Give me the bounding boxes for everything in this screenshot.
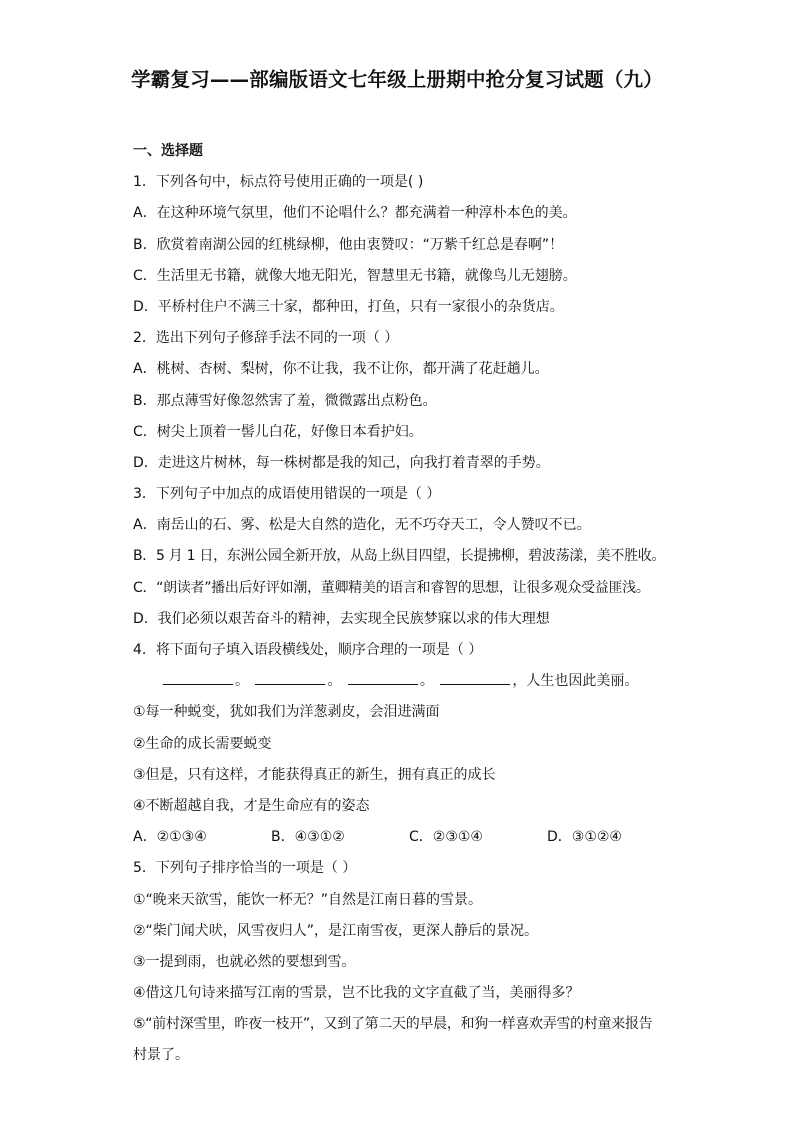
q5-sentence-5: ⑤“前村深雪里，昨夜一枝开”，又到了第二天的早晨，和狗一样喜欢弄雪的村童来报告 bbox=[133, 1016, 653, 1033]
q5-sentence-5-cont: 村景了。 bbox=[133, 1047, 189, 1064]
document-title: 学霸复习——部编版语文七年级上册期中抢分复习试题（九） bbox=[131, 68, 663, 91]
q4-option-c: C．②③①④ bbox=[409, 829, 483, 846]
q1-option-b: B．欣赏着南湖公园的红桃绿柳，他由衷赞叹：“万紫千红总是春啊”！ bbox=[133, 236, 564, 253]
q5-sentence-4: ④借这几句诗来描写江南的雪景，岂不比我的文字直截了当，美丽得多？ bbox=[133, 985, 580, 1002]
q4-fill-blanks bbox=[133, 666, 693, 697]
q3-option-d: D．我们必须以艰苦奋斗的精神，去实现全民族梦寐以求的伟大理想 bbox=[133, 610, 550, 627]
fill-blank bbox=[255, 666, 325, 685]
fill-blank bbox=[348, 666, 418, 685]
blank-separator: 。 bbox=[327, 673, 342, 690]
q2-option-d: D．走进这片树林，每一株树都是我的知己，向我打着青翠的手势。 bbox=[133, 454, 550, 471]
q1-option-d: D．平桥村住户不满三十家，都种田，打鱼，只有一家很小的杂货店。 bbox=[133, 298, 564, 315]
q5-stem: 5．下列句子排序恰当的一项是（ ） bbox=[133, 860, 357, 877]
fill-blank bbox=[440, 666, 510, 685]
blank-tail: ，人生也因此美丽。 bbox=[512, 673, 639, 690]
q4-option-a: A．②①③④ bbox=[133, 829, 207, 846]
q2-stem: 2．选出下列句子修辞手法不同的一项（ ） bbox=[133, 330, 399, 347]
blank-separator: 。 bbox=[235, 673, 249, 690]
q1-option-c: C．生活里无书籍，就像大地无阳光，智慧里无书籍，就像鸟儿无翅膀。 bbox=[133, 267, 577, 284]
q4-option-b: B．④③①② bbox=[271, 829, 345, 846]
fill-blank bbox=[163, 666, 233, 685]
q2-option-a: A．桃树、杏树、梨树，你不让我，我不让你，都开满了花赶趟儿。 bbox=[133, 361, 549, 378]
q4-sentence-2: ②生命的成长需要蜕变 bbox=[133, 735, 272, 752]
document-body bbox=[133, 136, 693, 1072]
q4-option-d: D．③①②④ bbox=[547, 829, 622, 846]
blank-separator: 。 bbox=[419, 673, 434, 690]
section-heading: 一、选择题 bbox=[133, 143, 203, 159]
q1-option-a: A．在这种环境气氛里，他们不论唱什么？都充满着一种淳朴本色的美。 bbox=[133, 205, 577, 222]
q3-option-b: B．5 月 1 日，东洲公园全新开放，从岛上纵目四望，长提拂柳，碧波荡漾，美不胜收。 bbox=[133, 548, 666, 565]
q5-sentence-1: ①“晚来天欲雪，能饮一杯无？”自然是江南日暮的雪景。 bbox=[133, 891, 483, 908]
q4-options bbox=[133, 822, 693, 853]
q3-option-c: C．“朗读者”播出后好评如潮，董卿精美的语言和睿智的思想，让很多观众受益匪浅。 bbox=[133, 579, 650, 596]
q5-sentence-3: ③一提到雨，也就必然的要想到雪。 bbox=[133, 953, 356, 970]
q4-stem: 4．将下面句子填入语段横线处，顺序合理的一项是（ ） bbox=[133, 642, 483, 658]
q2-option-b: B．那点薄雪好像忽然害了羞，微微露出点粉色。 bbox=[133, 392, 437, 409]
q4-sentence-3: ③但是，只有这样，才能获得真正的新生，拥有真正的成长 bbox=[133, 766, 496, 783]
q5-sentence-2: ②“柴门闻犬吠，风雪夜归人”，是江南雪夜，更深人静后的景况。 bbox=[133, 922, 539, 939]
q3-option-a: A．南岳山的石、雾、松是大自然的造化，无不巧夺天工，令人赞叹不已。 bbox=[133, 517, 591, 534]
q1-stem: 1．下列各句中，标点符号使用正确的一项是( ) bbox=[133, 174, 424, 191]
q4-sentence-1: ①每一种蜕变，犹如我们为洋葱剥皮，会泪进满面 bbox=[133, 704, 440, 721]
q4-sentence-4: ④不断超越自我，才是生命应有的姿态 bbox=[133, 797, 370, 814]
q2-option-c: C．树尖上顶着一髻儿白花，好像日本看护妇。 bbox=[133, 423, 423, 440]
q3-stem: 3．下列句子中加点的成语使用错误的一项是（ ） bbox=[133, 486, 441, 503]
